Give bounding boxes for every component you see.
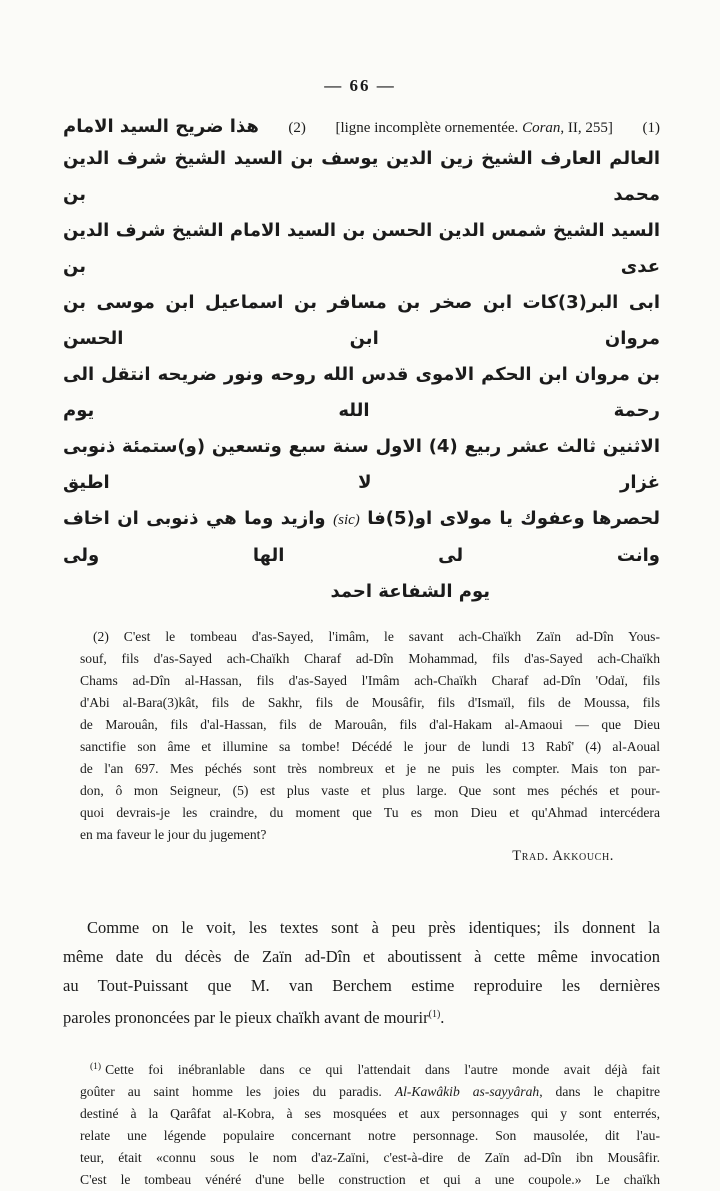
footnote-text: , dans le chapitre — [539, 1084, 661, 1099]
footnote-line — [80, 1081, 660, 1103]
paragraph-text: . — [440, 1008, 445, 1027]
footnote-line: de l'an 697. Mes péchés sont très nombreux et je ne puis les compter. Mais ton par- — [80, 761, 660, 776]
footnote-line: souf, fils d'as-Sayed ach-Chaïkh Charaf ad-Dîn Mohammad, fils d'as-Sayed ach-Chaïkh — [80, 651, 660, 666]
footnote-text: goûter au saint homme les joies du paradis. — [80, 1084, 395, 1099]
inscription-intro-line — [63, 116, 660, 137]
footnote-line: d'Abi al-Bara(3)kât, fils de Sakhr, fils de Mousâfir, fils d'Ismaïl, fils de Moussa, fils — [80, 695, 660, 710]
footnote-line: teur, était «connu sous le nom d'az-Zaïni, c'est-à-dire de Zaïn ad-Dîn ibn Mousâfir. — [80, 1150, 660, 1165]
arabic-line: العالم العارف الشيخ زين الدين يوسف بن السيد الشيخ شرف الدين محمد بن — [63, 148, 660, 205]
arabic-line: بن مروان ابن الحكم الاموى قدس الله روحه ونور ضريحه انتقل الى رحمة الله يوم — [63, 364, 660, 421]
footnote-2-translation — [80, 626, 660, 865]
paragraph-line: même date du décès de Zaïn ad-Dîn et aboutissent à cette même invocation — [63, 947, 660, 966]
inscription-line1-marker: (1) — [642, 120, 660, 136]
inscription-arabic-opening: هذا ضريح السيد الامام — [63, 116, 259, 137]
arabic-line: ابى البر(3)كات ابن صخر بن مسافر بن اسماعيل ابن موسى بن مروان ابن الحسن — [63, 292, 660, 349]
footnote-line: don, ô mon Seigneur, (5) est plus vaste et plus large. Que sont mes péchés et pour- — [80, 783, 660, 798]
footnote-line: sanctifie son âme et illumine sa tombe! Décédé le jour de lundi 13 Rabî' (4) al-Aoual — [80, 739, 660, 754]
arabic-line: السيد الشيخ شمس الدين الحسن بن السيد الامام الشيخ شرف الدين عدى بن — [63, 220, 660, 277]
footnote-line: quoi devrais-je les craindre, du moment que Tu es mon Dieu et qu'Ahmad intercédera — [80, 805, 660, 820]
footnote-line: destiné à la Qarâfat al-Kobra, à ses mosquées et aux personnages qui y sont enterrés, — [80, 1106, 660, 1121]
paragraph-line — [63, 1000, 660, 1032]
sic-annotation: (sic) — [333, 512, 360, 528]
footnote-line: (2) C'est le tombeau d'as-Sayed, l'imâm, le savant ach-Chaïkh Zaïn ad-Dîn Yous- — [93, 629, 660, 644]
footnote-line — [80, 1056, 660, 1081]
footnote-1-reference: (1) — [428, 1009, 441, 1020]
footnote-line: de Marouân, fils d'al-Hassan, fils de Marouân, fils d'al-Hakam al-Amaoui — que Dieu — [80, 717, 660, 732]
editor-note-text: [ligne incomplète ornementée. — [335, 120, 523, 136]
arabic-line-segment: لحصرها وعفوك يا مولاى او(5)فا — [367, 508, 661, 529]
arabic-line: الاثنين ثالث عشر ربيع (4) الاول سنة سبع وتسعين (و)ستمئة ذنوبى غزار لا اطيق — [63, 436, 660, 493]
main-paragraph — [63, 913, 660, 1032]
footnote-line: C'est le tombeau vénéré d'une belle construction et qui a une coupole.» Le chaïkh — [80, 1172, 660, 1187]
arabic-line-segment: وازيد وما هي ذنوبى ان اخاف وانت لى الها ولى — [63, 508, 660, 566]
footnote-line: relate une légende populaire concernant notre personnage. Son mausolée, dit l'au- — [80, 1128, 660, 1143]
book-title: Al-Kawâkib as-sayyârah — [394, 1084, 540, 1099]
arabic-line-final: يوم الشفاعة احمد — [330, 581, 490, 602]
paragraph-text: paroles prononcées par le pieux chaïkh avant de mourir — [63, 1008, 429, 1027]
footnote-1-marker: (1) — [90, 1062, 102, 1072]
paragraph-line: au Tout-Puissant que M. van Berchem estime reproduire les dernières — [63, 976, 660, 995]
translator-credit: Trad. Akkouch. — [512, 848, 614, 864]
editor-note-reference: , II, 255] — [560, 120, 613, 136]
inscription-line2-marker: (2) — [288, 120, 306, 136]
footnote-1 — [80, 1056, 660, 1191]
footnote-line: Chams ad-Dîn al-Hassan, fils d'as-Sayed l'Imâm ach-Chaïkh Charaf ad-Dîn 'Odaï, fils — [80, 673, 660, 688]
editor-note — [335, 120, 612, 137]
arabic-inscription-block — [63, 141, 660, 610]
arabic-line — [63, 501, 660, 574]
footnote-line: en ma faveur le jour du jugement? — [80, 827, 267, 842]
footnote-text: Cette foi inébranlable dans ce qui l'attendait dans l'autre monde avait déjà fait — [105, 1062, 660, 1077]
page-number: — 66 — — [324, 76, 396, 95]
paragraph-line: Comme on le voit, les textes sont à peu près identiques; ils donnent la — [87, 918, 660, 937]
coran-citation: Coran — [522, 120, 561, 136]
